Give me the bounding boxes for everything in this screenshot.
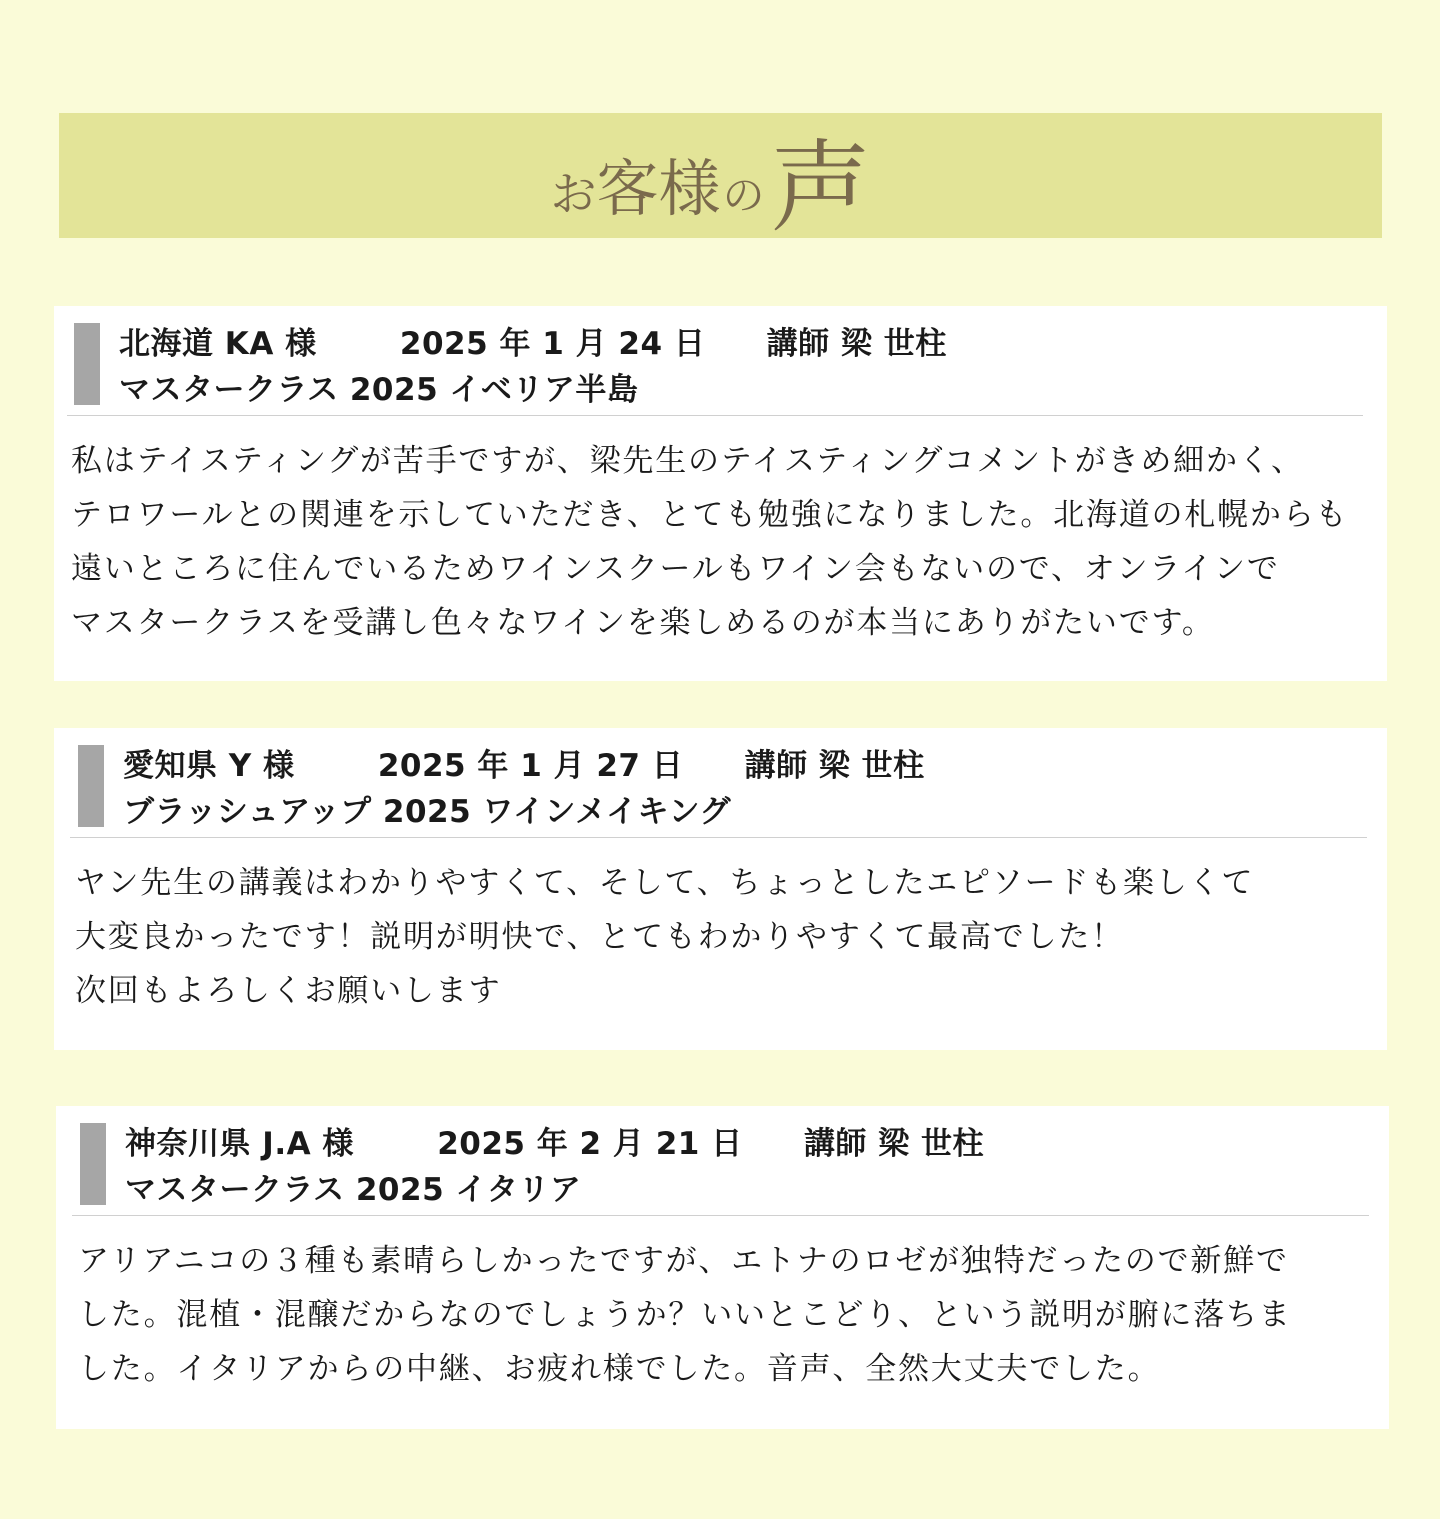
review-text-line: 遠いところに住んでいるためワインスクールもワイン会もないので、オンラインで — [71, 551, 1280, 587]
accent-bar — [78, 745, 104, 827]
review-text-line: 大変良かったです！説明が明快で、とてもわかりやすくて最高でした！ — [75, 919, 1124, 955]
title-emphasis: 声 — [770, 128, 871, 246]
accent-bar — [80, 1123, 106, 1205]
review-meta — [119, 326, 947, 362]
review-text-line: アリアニコの３種も素晴らしかったですが、エトナのロゼが独特だったので新鮮で — [78, 1243, 1289, 1279]
review-header — [80, 1123, 1369, 1208]
review-header — [74, 323, 1367, 408]
review-date: 2025 年 2 月 21 日 — [437, 1126, 743, 1162]
section-header-banner — [59, 113, 1382, 246]
divider — [72, 1215, 1369, 1216]
review-instructor: 講師 梁 世柱 — [803, 1126, 985, 1162]
title-main: 客様 — [596, 151, 721, 225]
review-text-line: 次回もよろしくお願いします — [75, 973, 502, 1009]
review-text-line: テロワールとの関連を示していただき、とても勉強になりました。北海道の札幌からも — [71, 497, 1349, 533]
review-date: 2025 年 1 月 24 日 — [399, 326, 706, 362]
review-text-line: 私はテイスティングが苦手ですが、梁先生のテイスティングコメントがきめ細かく、 — [71, 443, 1304, 479]
review-instructor: 講師 梁 世柱 — [744, 748, 925, 784]
divider — [67, 415, 1363, 416]
accent-bar — [74, 323, 100, 405]
review-header — [78, 745, 1367, 830]
review-date: 2025 年 1 月 27 日 — [377, 748, 684, 784]
reviewer-name: 愛知県 Y 様 — [123, 748, 295, 784]
review-text — [75, 856, 1373, 1018]
review-meta — [123, 748, 925, 784]
title-particle: の — [722, 170, 765, 220]
course-name: ブラッシュアップ 2025 ワインメイキング — [123, 794, 732, 830]
section-title — [550, 126, 871, 246]
reviewer-name: 北海道 KA 様 — [119, 326, 317, 362]
reviewer-name: 神奈川県 J.A 様 — [125, 1126, 354, 1162]
review-text — [71, 434, 1373, 650]
review-text-line: マスタークラスを受講し色々なワインを楽しめるのが本当にありがたいです。 — [71, 605, 1215, 641]
review-instructor: 講師 梁 世柱 — [766, 326, 947, 362]
course-name: マスタークラス 2025 イタリア — [125, 1172, 582, 1208]
review-text-line: した。イタリアからの中継、お疲れ様でした。音声、全然大丈夫でした。 — [78, 1351, 1161, 1387]
course-name: マスタークラス 2025 イベリア半島 — [119, 372, 639, 408]
divider — [70, 837, 1367, 838]
review-text-line: ヤン先生の講義はわかりやすくて、そして、ちょっとしたエピソードも楽しくて — [75, 865, 1255, 901]
review-card — [54, 728, 1387, 1050]
review-text-line: した。混植・混醸だからなのでしょうか？いいとこどり、という説明が腑に落ちま — [78, 1297, 1292, 1333]
review-meta — [125, 1126, 985, 1162]
title-prefix: お — [550, 166, 597, 221]
review-text — [78, 1234, 1375, 1396]
review-card — [56, 1106, 1389, 1429]
review-card — [54, 306, 1387, 681]
